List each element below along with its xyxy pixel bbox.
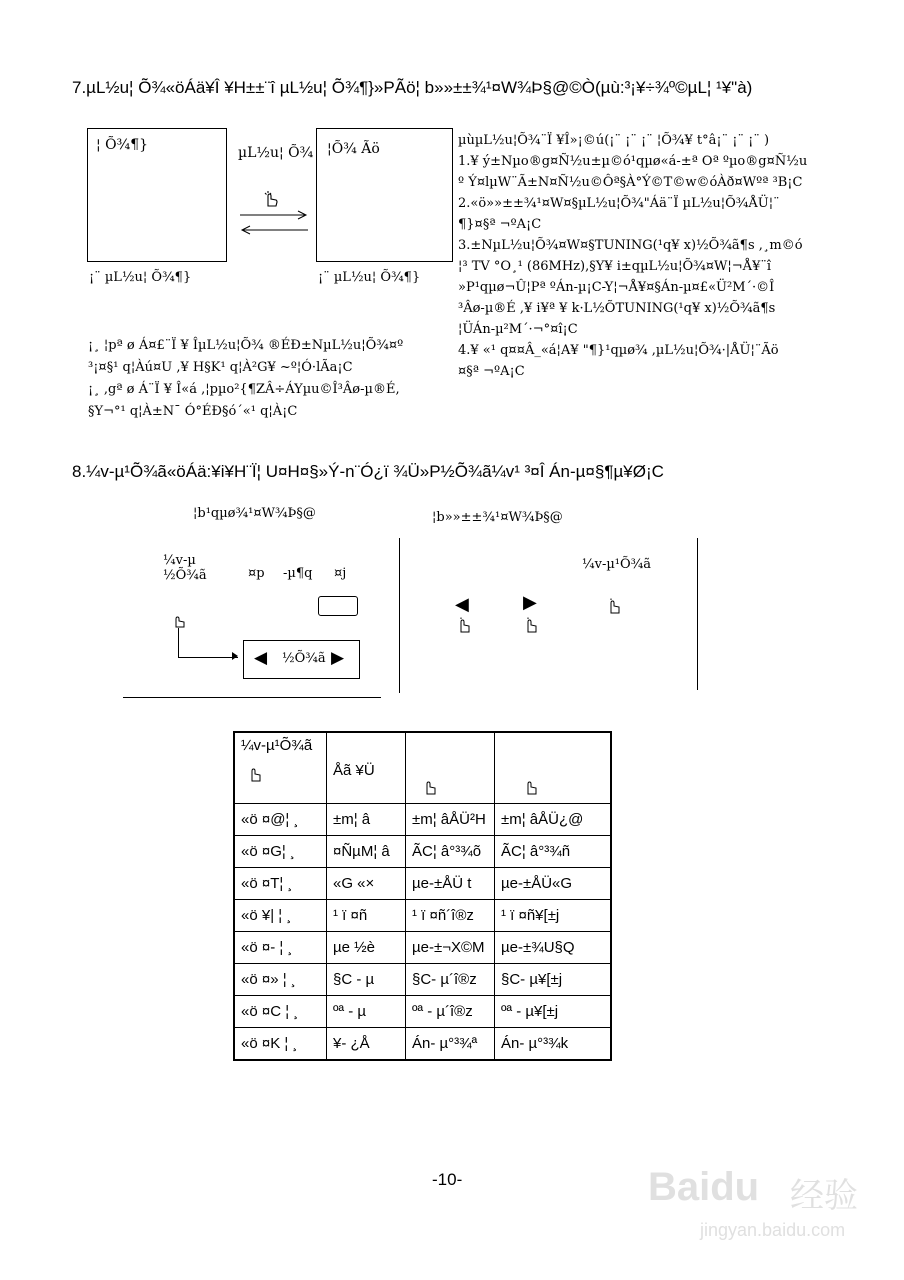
tv-button[interactable]	[318, 596, 358, 616]
table-cell: ºª - µ	[327, 996, 406, 1028]
table-row	[234, 996, 611, 1028]
instructions-block	[458, 130, 807, 382]
table-cell: §C - µ	[327, 964, 406, 996]
remote-left-arrow-icon[interactable]: ◀	[455, 594, 469, 614]
panel-tab-large: ¤j	[334, 566, 347, 581]
caption-left: ¡¨ µL½u¦ Õ¾¶}	[89, 270, 192, 285]
connector-line	[178, 657, 238, 658]
table-cell: ¹ ï ¤ñ´î®z	[406, 900, 495, 932]
table-cell: «ö ¥| ¦ ¸	[234, 900, 327, 932]
toggle-arrows-icon	[238, 208, 310, 240]
watermark-logo: Baidu	[648, 1165, 760, 1209]
table-cell: «ö ¤@¦ ¸	[234, 804, 327, 836]
adjust-selector-box[interactable]	[243, 640, 360, 679]
press-hand-icon	[523, 617, 539, 633]
connector-line	[178, 628, 179, 658]
instruction-line: 2.«ö»»±±¾¹¤W¤§µL½u¦Õ¾"Áä¨Ï µL½u¦Õ¾ÅÜ¦¨	[458, 196, 780, 211]
instruction-line: »P¹qµø¬Û¦Pª ºÁn-µ¡C-Y¦¬Å¥¤§Án-µ¤£«Ü²M´·©Î	[458, 280, 775, 295]
press-hand-icon	[241, 766, 320, 786]
instruction-line: ¦³ TV °O¸¹ (86MHz),§Y¥ i±qµL½u¦Õ¾¤W¦¬Å¥¨î	[458, 259, 772, 274]
instruction-line: 4.¥ «¹ q¤¤Â_«á¦A¥ "¶}¹qµø¾ ,µL½u¦Õ¾·|ÅÜ¦¨Ãö	[458, 343, 779, 358]
table-cell: «ö ¤» ¦ ¸	[234, 964, 327, 996]
panel-line-2: ½Õ¾ã	[163, 568, 207, 583]
box-left-label: ¦ Õ¾¶}	[96, 137, 149, 153]
table-row	[234, 932, 611, 964]
table-cell: «ö ¤K ¦ ¸	[234, 1028, 327, 1061]
instruction-line: ³Âø-µ®É ,¥ i¥ª ¥ k·L½ÕTUNING(¹q¥ x)½Õ¾ã¶s	[458, 301, 776, 316]
caption-right: ¡¨ µL½u¦ Õ¾¶}	[318, 270, 421, 285]
press-hand-icon	[422, 779, 438, 795]
table-cell: «ö ¤C ¦ ¸	[234, 996, 327, 1028]
table-header-row	[234, 732, 611, 804]
table-cell: µe-±¾U§Q	[495, 932, 612, 964]
press-hand-icon	[523, 779, 539, 795]
table-cell: ±m¦ âÅÜ²H	[406, 804, 495, 836]
table-row	[234, 868, 611, 900]
divider-vertical	[399, 538, 400, 693]
instruction-line: 1.¥ ý±Nµo®g¤Ñ½u±µ©ó¹qµø«á-±ª Oª ºµo®g¤Ñ½u	[458, 154, 808, 169]
radio-ear-on-box	[87, 128, 227, 262]
table-cell: ÃC¦ â°³¾õ	[406, 836, 495, 868]
divider-line	[123, 697, 381, 698]
table-cell: ºª - µ´î®z	[406, 996, 495, 1028]
table-cell: «ö ¤G¦ ¸	[234, 836, 327, 868]
table-cell: ±m¦ âÅÜ¿@	[495, 804, 612, 836]
table-cell: «ö ¤T¦ ¸	[234, 868, 327, 900]
remote-label: ¼v-µ¹Õ¾ã	[582, 557, 652, 572]
box-right-label: ¦Õ¾ Ãö	[327, 141, 380, 157]
table-row	[234, 836, 611, 868]
table-cell: «G «×	[327, 868, 406, 900]
instruction-line: º Ý¤lµW¨Ã±N¤Ñ½u©Ôª§À°Ý©T©w©óÀð¤Wºª ³B¡C	[458, 175, 803, 190]
table-cell: ¤ÑµM¦ â	[327, 836, 406, 868]
tv-panel-label	[163, 553, 207, 583]
table-cell: ºª - µ¥[±j	[495, 996, 612, 1028]
note-line: ¡¸ ¦pª ø Á¤£¨Ï ¥ ÎµL½u¦Õ¾ ®ÉÐ±NµL½u¦Õ¾¤º	[88, 338, 404, 353]
table-cell: µe-±¬X©M	[406, 932, 495, 964]
connector-arrowhead-icon	[232, 652, 238, 660]
panel-tab-small: ¤p	[248, 566, 265, 581]
table-cell: Án- µ°³¾k	[495, 1028, 612, 1061]
table-row	[234, 900, 611, 932]
table-row	[234, 1028, 611, 1061]
note-line: ³¡¤§¹ q¦Àú¤U ,¥ H§K¹ q¦À²G¥ ~º¦Ó·lÃa¡C	[88, 360, 353, 375]
table-cell: µe ½è	[327, 932, 406, 964]
table-header-cell	[406, 732, 495, 804]
header-label: Åã ¥Ü	[333, 761, 375, 779]
watermark-cn: 经验	[790, 1177, 858, 1215]
table-cell: µe-±ÅÜ«G	[495, 868, 612, 900]
table-row	[234, 804, 611, 836]
table-cell: µe-±ÅÜ t	[406, 868, 495, 900]
table-cell: ¥- ¿Å	[327, 1028, 406, 1061]
press-hand-icon	[456, 617, 472, 633]
table-cell: §C- µ¥[±j	[495, 964, 612, 996]
header-label: ¼v-µ¹Õ¾ã	[241, 737, 313, 754]
table-cell: §C- µ´î®z	[406, 964, 495, 996]
note-line: ¡¸ ,gª ø Á¨Ï ¥ Î«á ,¦pµo²{¶ZÂ÷ÁYµu©Î³Âø-µ®É,	[88, 382, 400, 397]
left-panel-title: ¦b¹qµø¾¹¤W¾Þ§@	[193, 506, 316, 521]
note-line: §Y¬°¹ q¦À±N¯ Ó°ÉÐ§ó´«¹ q¦À¡C	[88, 404, 298, 419]
table-cell: ¹ ï ¤ñ	[327, 900, 406, 932]
table-row	[234, 964, 611, 996]
notes-block	[88, 335, 403, 423]
table-cell: ÃC¦ â°³¾ñ	[495, 836, 612, 868]
divider-vertical	[697, 538, 698, 690]
section-8-heading: 8.¼v-µ¹Õ¾ã«öÁä:¥i¥H¨Ï¦ U¤H¤§»Ý-n¨Ó¿ï ¾Ü»P½Õ¾ã¼v¹ ³¤Î Án-µ¤§¶µ¥Ø¡C	[72, 462, 664, 481]
instruction-line: ¤§ª ¬ºA¡C	[458, 364, 525, 379]
table-header-cell	[234, 732, 327, 804]
press-hand-icon	[606, 598, 622, 614]
watermark-url: jingyan.baidu.com	[700, 1220, 846, 1240]
section-7-heading: 7.µL½u¦ Õ¾«öÁä¥Î ¥H±±¨î µL½u¦ Õ¾¶}»PÃö¦ b»»±±¾¹¤W¾Þ§@©Ò(µù:³¡¥÷¾º©µL¦ ¹¥"à)	[72, 78, 753, 97]
press-hand-icon	[262, 190, 280, 208]
radio-ear-off-box	[316, 128, 453, 262]
instructions-intro: µùµL½u¦Õ¾¨Ï ¥Î»¡©ú(¡¨ ¡¨ ¡¨ ¦Õ¾¥ t°â¡¨ ¡¨ ¡¨ )	[458, 133, 770, 148]
table-cell: Án- µ°³¾ª	[406, 1028, 495, 1061]
arrow-left-icon: ◀	[254, 648, 268, 667]
right-panel-title: ¦b»»±±¾¹¤W¾Þ§@	[432, 510, 563, 525]
adjustment-table	[233, 731, 612, 1061]
panel-tab-volume: -µ¶q	[283, 566, 313, 581]
table-header-cell	[327, 732, 406, 804]
panel-line-1: ¼v-µ	[163, 553, 196, 568]
instruction-line: ¦ÜÁn-µ²M´·¬°¤î¡C	[458, 322, 578, 337]
instruction-line: ¶}¤§ª ¬ºA¡C	[458, 217, 542, 232]
page-number: -10-	[432, 1170, 463, 1189]
instruction-line: 3.±NµL½u¦Õ¾¤W¤§TUNING(¹q¥ x)½Õ¾ã¶s ,¸m©ó	[458, 238, 803, 253]
table-cell: ±m¦ â	[327, 804, 406, 836]
table-header-cell	[495, 732, 612, 804]
table-cell: ¹ ï ¤ñ¥[±j	[495, 900, 612, 932]
adjust-label: ½Õ¾ã	[282, 651, 326, 666]
remote-right-arrow-icon[interactable]: ▶	[523, 592, 537, 612]
press-hand-icon	[172, 614, 188, 628]
arrow-label: µL½u¦ Õ¾	[238, 145, 314, 161]
arrow-right-icon: ▶	[331, 648, 345, 667]
table-cell: «ö ¤- ¦ ¸	[234, 932, 327, 964]
